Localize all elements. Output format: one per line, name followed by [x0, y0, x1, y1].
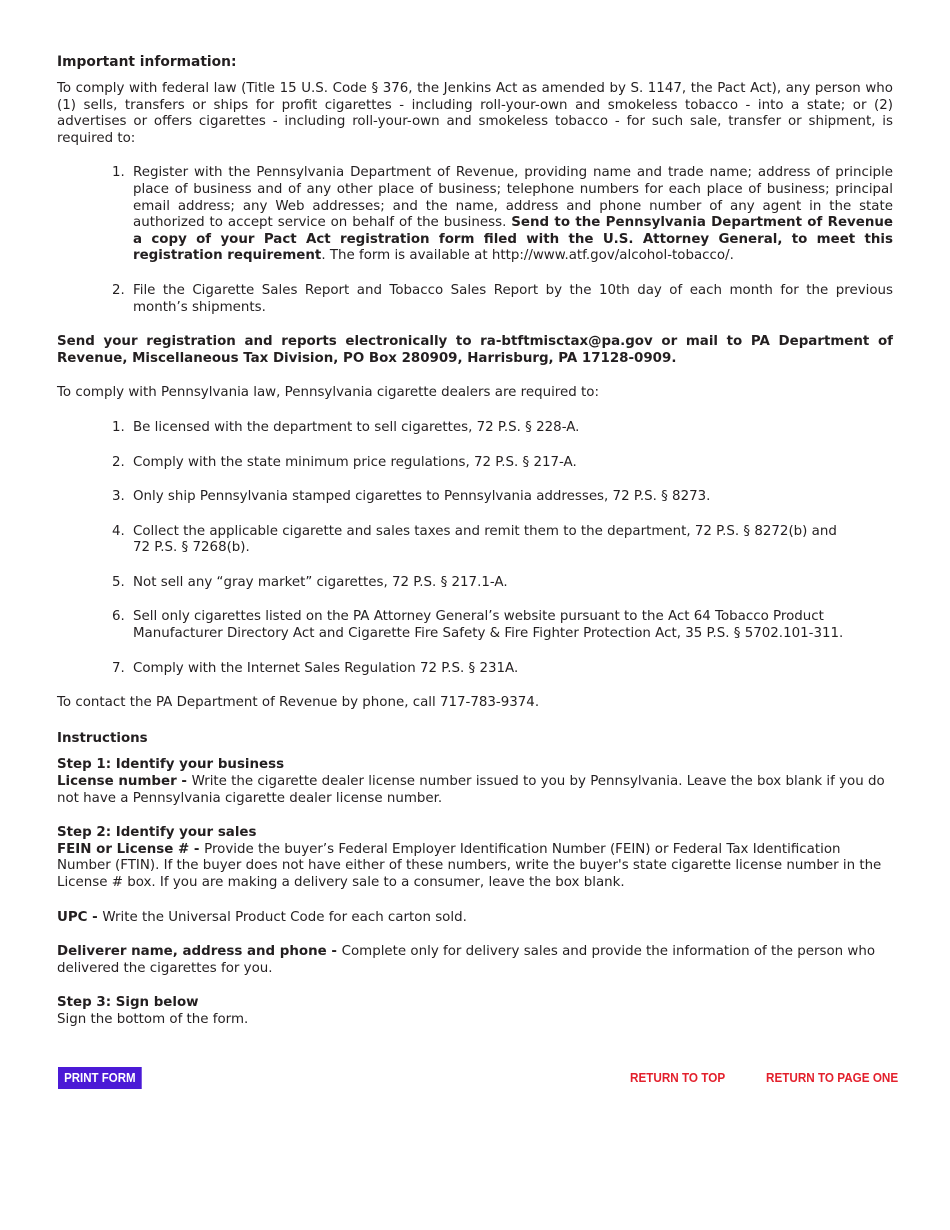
list-text: Only ship Pennsylvania stamped cigarettes to Pennsylvania addresses, 72 P.S. § 8273. — [133, 489, 711, 505]
list-item — [57, 283, 893, 316]
federal-intro: To comply with federal law (Title 15 U.S. Code § 376, the Jenkins Act as amended by S. 1147, the Pact Act), any person who (1) sells, transfers or ships for profit cigarettes - including roll-your-own and smokeless tobacco - into a state; or (2) advertises or offers cigarettes - including roll-your-own and smokeless tobacco - for such sale, transfer or shipment, is required to: — [57, 81, 893, 146]
list-item — [57, 609, 893, 642]
step-3-text: Sign the bottom of the form. — [57, 1011, 249, 1027]
step-2 — [57, 825, 893, 891]
list-text: Not sell any “gray market” cigarettes, 72 P.S. § 217.1-A. — [133, 574, 508, 590]
deliverer-text: Complete only for delivery sales and provide the information of the person who delivered the cigarettes for you. — [57, 944, 876, 976]
print-form-button[interactable]: PRINT FORM — [58, 1067, 142, 1089]
pa-intro: To comply with Pennsylvania law, Pennsylvania cigarette dealers are required to: — [57, 385, 599, 401]
list-text-bold: Send to the Pennsylvania Department of Revenue a copy of your Pact Act registration form filed with the U.S. Attorney General, to meet this registration requirement — [133, 215, 893, 264]
send-instructions: Send your registration and reports electronically to ra-btftmisctax@pa.gov or mail to PA Department of Revenue, Miscellaneous Tax Division, PO Box 280909, Harrisburg, PA 17128-0909. — [57, 334, 893, 366]
list-item — [57, 455, 893, 472]
upc-label: UPC - — [57, 909, 103, 925]
list-number: 2. — [112, 282, 125, 298]
list-text-part: . The form is available at http://www.atf.gov/alcohol-tobacco/. — [321, 248, 734, 264]
list-text-line: 72 P.S. § 7268(b). — [133, 540, 250, 556]
list-text: Comply with the state minimum price regulations, 72 P.S. § 217-A. — [133, 454, 577, 470]
upc-instruction — [57, 910, 893, 927]
step-2-title: Step 2: Identify your sales — [57, 825, 257, 841]
list-item — [57, 524, 893, 557]
list-number: 4. — [112, 523, 125, 539]
instructions-content — [57, 54, 893, 1029]
license-text: Write the cigarette dealer license number issued to you by Pennsylvania. Leave the box blank if you do not have a Pennsylvania cigarette dealer license number. — [57, 774, 885, 806]
list-text: Comply with the Internet Sales Regulation 72 P.S. § 231A. — [133, 660, 519, 676]
step-3-title: Step 3: Sign below — [57, 995, 199, 1011]
return-to-top-link[interactable]: RETURN TO TOP — [630, 1070, 726, 1085]
federal-requirements-list — [57, 165, 893, 316]
important-heading: Important information: — [57, 54, 237, 70]
fein-text: Provide the buyer’s Federal Employer Identification Number (FEIN) or Federal Tax Identification Number (FTIN). If the buyer does not have either of these numbers, write the buyer's state cigarette license number in the License # box. If you are making a delivery sale to a consumer, leave the box blank. — [57, 841, 882, 890]
instructions-title: Instructions — [57, 730, 148, 746]
step-1 — [57, 757, 893, 807]
license-number-instruction — [57, 774, 893, 807]
list-item — [57, 575, 893, 592]
fein-instruction — [57, 842, 893, 892]
list-number: 7. — [112, 660, 125, 676]
step-1-title: Step 1: Identify your business — [57, 757, 285, 773]
list-number: 1. — [112, 165, 125, 181]
deliverer-label: Deliverer name, address and phone - — [57, 944, 342, 960]
return-to-page-one-link[interactable]: RETURN TO PAGE ONE — [766, 1070, 899, 1085]
fein-label: FEIN or License # - — [57, 841, 205, 857]
list-text-line: Collect the applicable cigarette and sales taxes and remit them to the department, 72 P.S. § 8272(b) and — [133, 523, 837, 539]
list-item — [57, 661, 893, 678]
list-number: 5. — [112, 574, 125, 590]
list-text-part: Register with the Pennsylvania Department of Revenue, providing name and trade name; address of principle place of business and of any other place of business; telephone numbers for each place of business; principal email address; any Web addresses; and the name, address and phone number of any agent in the state authorized to accept service on behalf of the business. — [133, 165, 893, 231]
list-text — [133, 524, 893, 557]
list-item — [57, 489, 893, 506]
contact-phone: To contact the PA Department of Revenue by phone, call 717-783-9374. — [57, 695, 540, 711]
list-text: File the Cigarette Sales Report and Tobacco Sales Report by the 10th day of each month for the previous month’s shipments. — [133, 282, 893, 315]
list-number: 2. — [112, 454, 125, 470]
list-item — [57, 420, 893, 437]
list-text: Sell only cigarettes listed on the PA Attorney General’s website pursuant to the Act 64 Tobacco Product Manufacturer Directory Act and Cigarette Fire Safety & Fire Fighter Protection Act, 35 P.S. § 5702.101-311. — [133, 609, 844, 642]
list-text: Be licensed with the department to sell cigarettes, 72 P.S. § 228-A. — [133, 419, 580, 435]
pa-requirements-list — [57, 420, 893, 677]
list-item — [57, 165, 893, 265]
list-text — [133, 165, 893, 265]
upc-text: Write the Universal Product Code for each carton sold. — [102, 909, 467, 925]
deliverer-instruction — [57, 944, 893, 977]
step-3 — [57, 995, 893, 1028]
list-number: 3. — [112, 489, 125, 505]
list-number: 1. — [112, 419, 125, 435]
list-number: 6. — [112, 609, 125, 625]
license-label: License number - — [57, 774, 192, 790]
